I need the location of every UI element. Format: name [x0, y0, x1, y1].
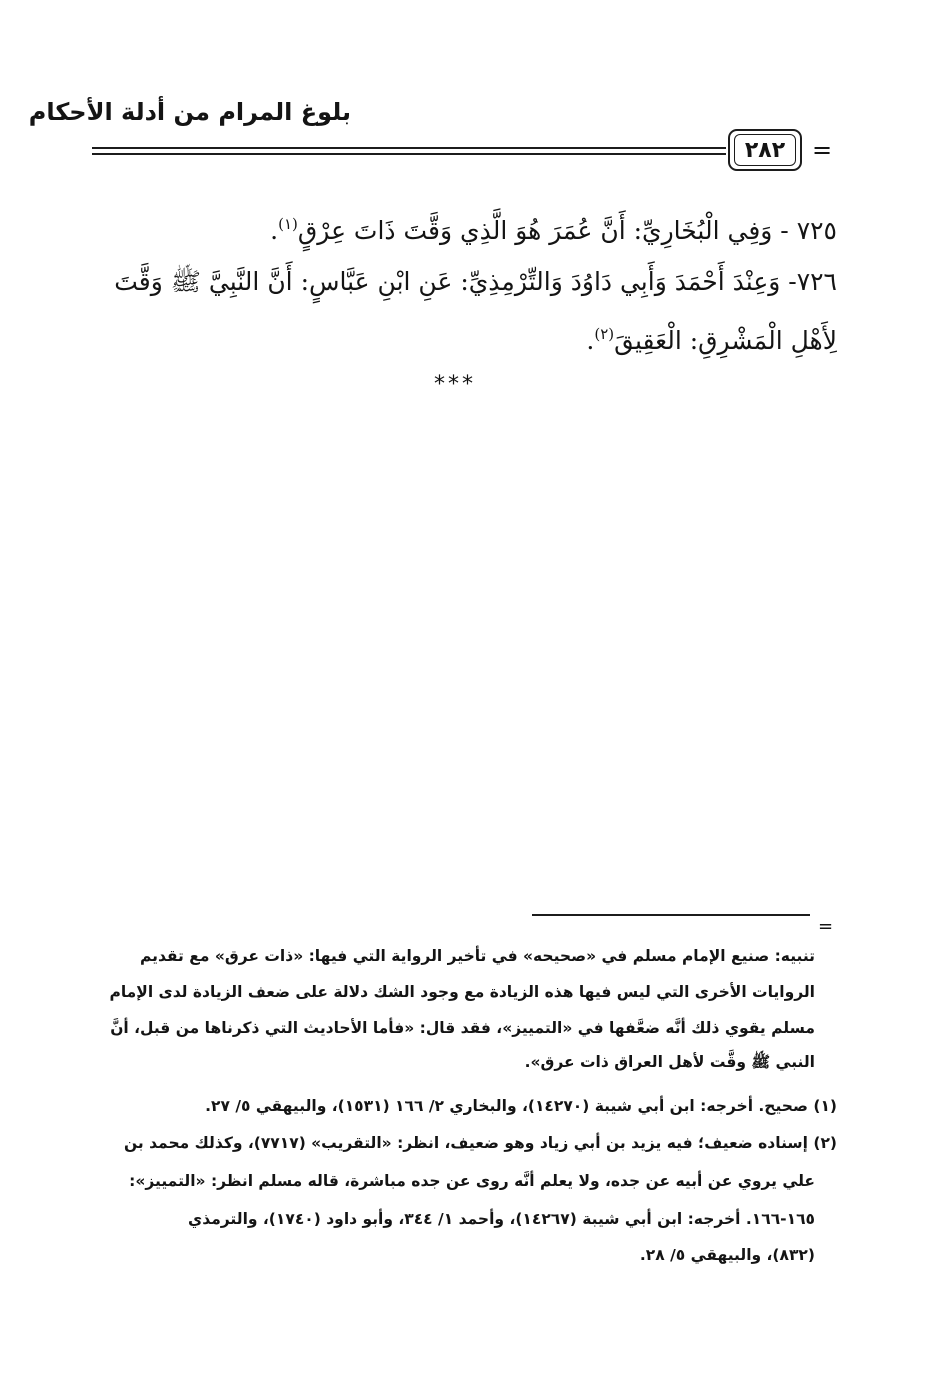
footnote-continuation-mark: = — [818, 916, 834, 937]
header-rule-top — [92, 147, 726, 149]
hadith-726-line-1: ٧٢٦- وَعِنْدَ أَحْمَدَ وَأَبِي دَاوُدَ وَالتِّرْمِذِيِّ: عَنِ ابْنِ عَبَّاسٍ: أَنَّ النَّبِيَّ ﷺ وَقَّتَ — [114, 267, 837, 296]
footnote-2-line: ١٦٥-١٦٦. أخرجه: ابن أبي شيبة (١٤٢٦٧)، وأحمد ١/ ٣٤٤، وأبو داود (١٧٤٠)، والترمذي — [188, 1210, 815, 1228]
hadith-725-text: ٧٢٥ - وَفِي الْبُخَارِيِّ: أَنَّ عُمَرَ هُوَ الَّذِي وَقَّتَ ذَاتَ عِرْقٍ — [297, 216, 837, 245]
footnote-note-line: تنبيه: صنيع الإمام مسلم في «صحيحه» في تأخير الرواية التي فيها: «ذات عرق» مع تقديم — [139, 947, 815, 965]
footnote-note-line: مسلم يقوي ذلك أنَّه ضعَّفها في «التمييز»، فقد قال: «فأما الأحاديث التي ذكرناها من قبل، أنَّ — [110, 1019, 815, 1037]
footnote-rule — [532, 914, 810, 916]
hadith-725-end: . — [270, 216, 279, 245]
footnote-2-line: (٨٣٢)، والبيهقي ٥/ ٢٨. — [639, 1246, 815, 1264]
footnote-ref-2: (٢) — [594, 325, 615, 343]
hadith-726-line-2: لِأَهْلِ الْمَشْرِقِ: الْعَقِيقَ — [614, 326, 837, 355]
hadith-725 — [97, 196, 837, 259]
hadith-726-line-2-wrap — [97, 306, 837, 369]
section-separator: *** — [434, 372, 476, 397]
header-side-mark: = — [812, 136, 833, 164]
header-rule-bottom — [92, 153, 726, 155]
footnote-note-line: الروايات الأخرى التي ليس فيها هذه الزيادة مع وجود الشك دلالة على ضعف الزيادة لدى الإمام — [109, 983, 815, 1001]
page-number-frame — [728, 129, 802, 171]
footnote-ref-1: (١) — [278, 215, 298, 233]
page-number: ٢٨٢ — [734, 134, 796, 166]
footnote-2-line: علي يروي عن أبيه عن جده، ولا يعلم أنَّه روى عن جده مباشرة، قاله مسلم انظر: «التمييز»: — [129, 1172, 815, 1190]
footnote-2-line: (٢) إسناده ضعيف؛ فيه يزيد بن أبي زياد وهو ضعيف، انظر: «التقريب» (٧٧١٧)، وكذلك محمد بن — [123, 1134, 837, 1152]
running-header-title: بلوغ المرام من أدلة الأحكام — [28, 98, 351, 126]
footnote-note-line: النبي ﷺ وقَّت لأهل العراق ذات عرق». — [524, 1053, 815, 1071]
footnote-1: (١) صحيح. أخرجه: ابن أبي شيبة (١٤٢٧٠)، والبخاري ٢/ ١٦٦ (١٥٣١)، والبيهقي ٥/ ٢٧. — [205, 1097, 837, 1115]
hadith-726-end: . — [586, 326, 595, 355]
